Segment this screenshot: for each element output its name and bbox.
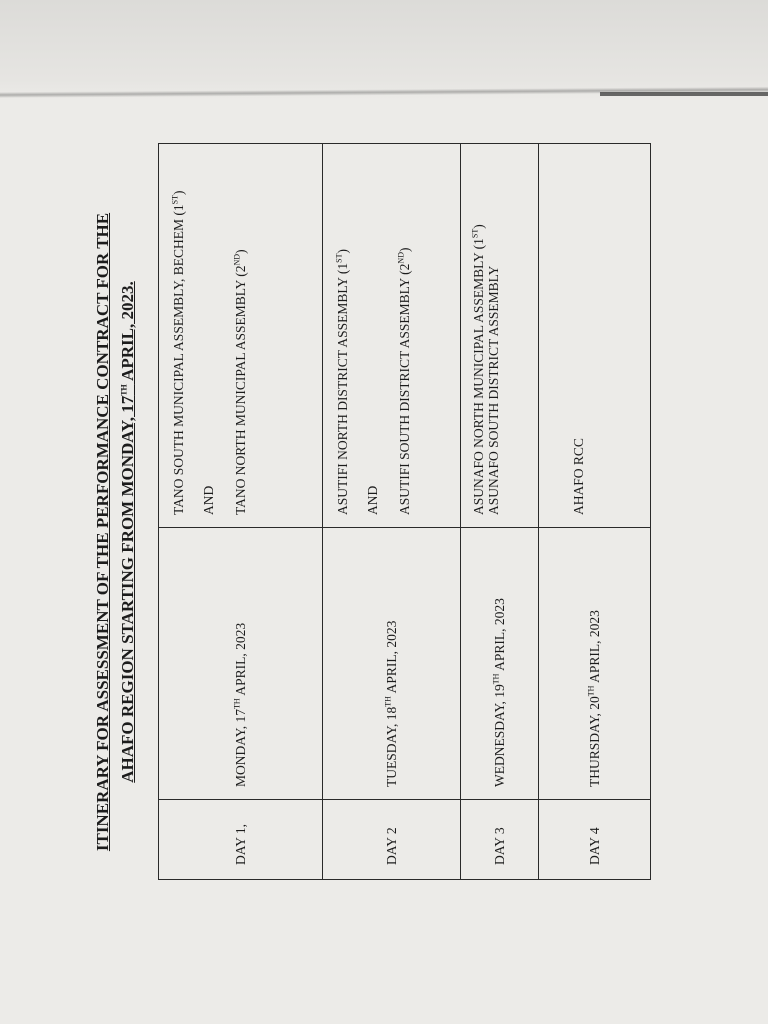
title-line-1-text: ITINERARY FOR ASSESSMENT OF THE PERFORMANCE CONTRACT FOR THE bbox=[93, 212, 112, 852]
venue-line bbox=[169, 156, 189, 515]
date-cell bbox=[539, 528, 651, 800]
venue-cell bbox=[159, 144, 323, 528]
venue-text-end: ) bbox=[471, 224, 486, 229]
venue-cell bbox=[539, 144, 651, 528]
table-row bbox=[461, 144, 539, 880]
table-row bbox=[323, 144, 461, 880]
venue-sup: ND bbox=[232, 253, 242, 266]
date-sup: TH bbox=[586, 685, 595, 697]
document-title bbox=[90, 172, 140, 892]
venue-line: ASUNAFO SOUTH DISTRICT ASSEMBLY bbox=[486, 265, 501, 515]
day-cell: DAY 1, bbox=[159, 800, 323, 880]
table-row bbox=[539, 144, 651, 880]
venue-text: TANO SOUTH MUNICIPAL ASSEMBLY, BECHEM (1 bbox=[171, 204, 186, 515]
date-text: WEDNESDAY, 19 bbox=[491, 684, 507, 787]
day-cell: DAY 2 bbox=[323, 800, 461, 880]
venue-line bbox=[333, 156, 353, 515]
date-text: MONDAY, 17 bbox=[232, 708, 248, 787]
title-line-2-end: APRIL, 2023. bbox=[118, 281, 137, 385]
venue-cell bbox=[323, 144, 461, 528]
venue-sup: ST bbox=[470, 228, 480, 239]
day-cell: DAY 3 bbox=[461, 800, 539, 880]
venue-text-end: ) bbox=[397, 247, 412, 252]
date-text-end: APRIL, 2023 bbox=[586, 610, 602, 686]
date-sup: TH bbox=[383, 696, 392, 707]
venue-line bbox=[231, 156, 251, 515]
date-sup: TH bbox=[491, 673, 500, 685]
venue-text: ASUTIFI SOUTH DISTRICT ASSEMBLY (2 bbox=[397, 263, 412, 515]
date-text: THURSDAY, 20 bbox=[586, 696, 602, 787]
venue-sup: ST bbox=[334, 253, 344, 263]
title-line-2 bbox=[115, 172, 140, 892]
venue-text-end: ) bbox=[335, 249, 350, 254]
venue-text-end: ) bbox=[233, 249, 248, 254]
venue-text: ASUTIFI NORTH DISTRICT ASSEMBLY (1 bbox=[335, 262, 350, 515]
scan-background bbox=[0, 0, 768, 100]
date-text-end: APRIL, 2023 bbox=[232, 622, 248, 699]
venue-text-end: ) bbox=[171, 190, 186, 196]
venue-line bbox=[471, 156, 486, 515]
date-cell bbox=[159, 528, 323, 800]
venue-line: AHAFO RCC bbox=[571, 438, 586, 515]
date-text: TUESDAY, 18 bbox=[383, 706, 399, 787]
venue-line bbox=[395, 156, 415, 515]
venue-sup: ST bbox=[170, 195, 180, 205]
itinerary-table bbox=[158, 143, 651, 880]
rotated-document bbox=[90, 172, 660, 892]
date-cell bbox=[461, 528, 539, 800]
venue-text: ASUNAFO NORTH MUNICIPAL ASSEMBLY (1 bbox=[471, 238, 486, 515]
venue-and: AND bbox=[201, 485, 216, 515]
day-cell: DAY 4 bbox=[539, 800, 651, 880]
scan-edge-line bbox=[600, 92, 768, 96]
title-line-2-sup: TH bbox=[119, 384, 129, 396]
table-row bbox=[159, 144, 323, 880]
date-text-end: APRIL, 2023 bbox=[383, 620, 399, 697]
date-cell bbox=[323, 528, 461, 800]
date-text-end: APRIL, 2023 bbox=[491, 598, 507, 674]
date-sup: TH bbox=[232, 698, 241, 709]
venue-spacer bbox=[549, 156, 569, 515]
title-line-1 bbox=[90, 172, 115, 892]
venue-and: AND bbox=[365, 485, 380, 515]
venue-sup: ND bbox=[396, 252, 406, 264]
title-line-2-text: AHAFO REGION STARTING FROM MONDAY, 17 bbox=[118, 395, 137, 783]
venue-cell bbox=[461, 144, 539, 528]
venue-text: TANO NORTH MUNICIPAL ASSEMBLY (2 bbox=[233, 265, 248, 515]
